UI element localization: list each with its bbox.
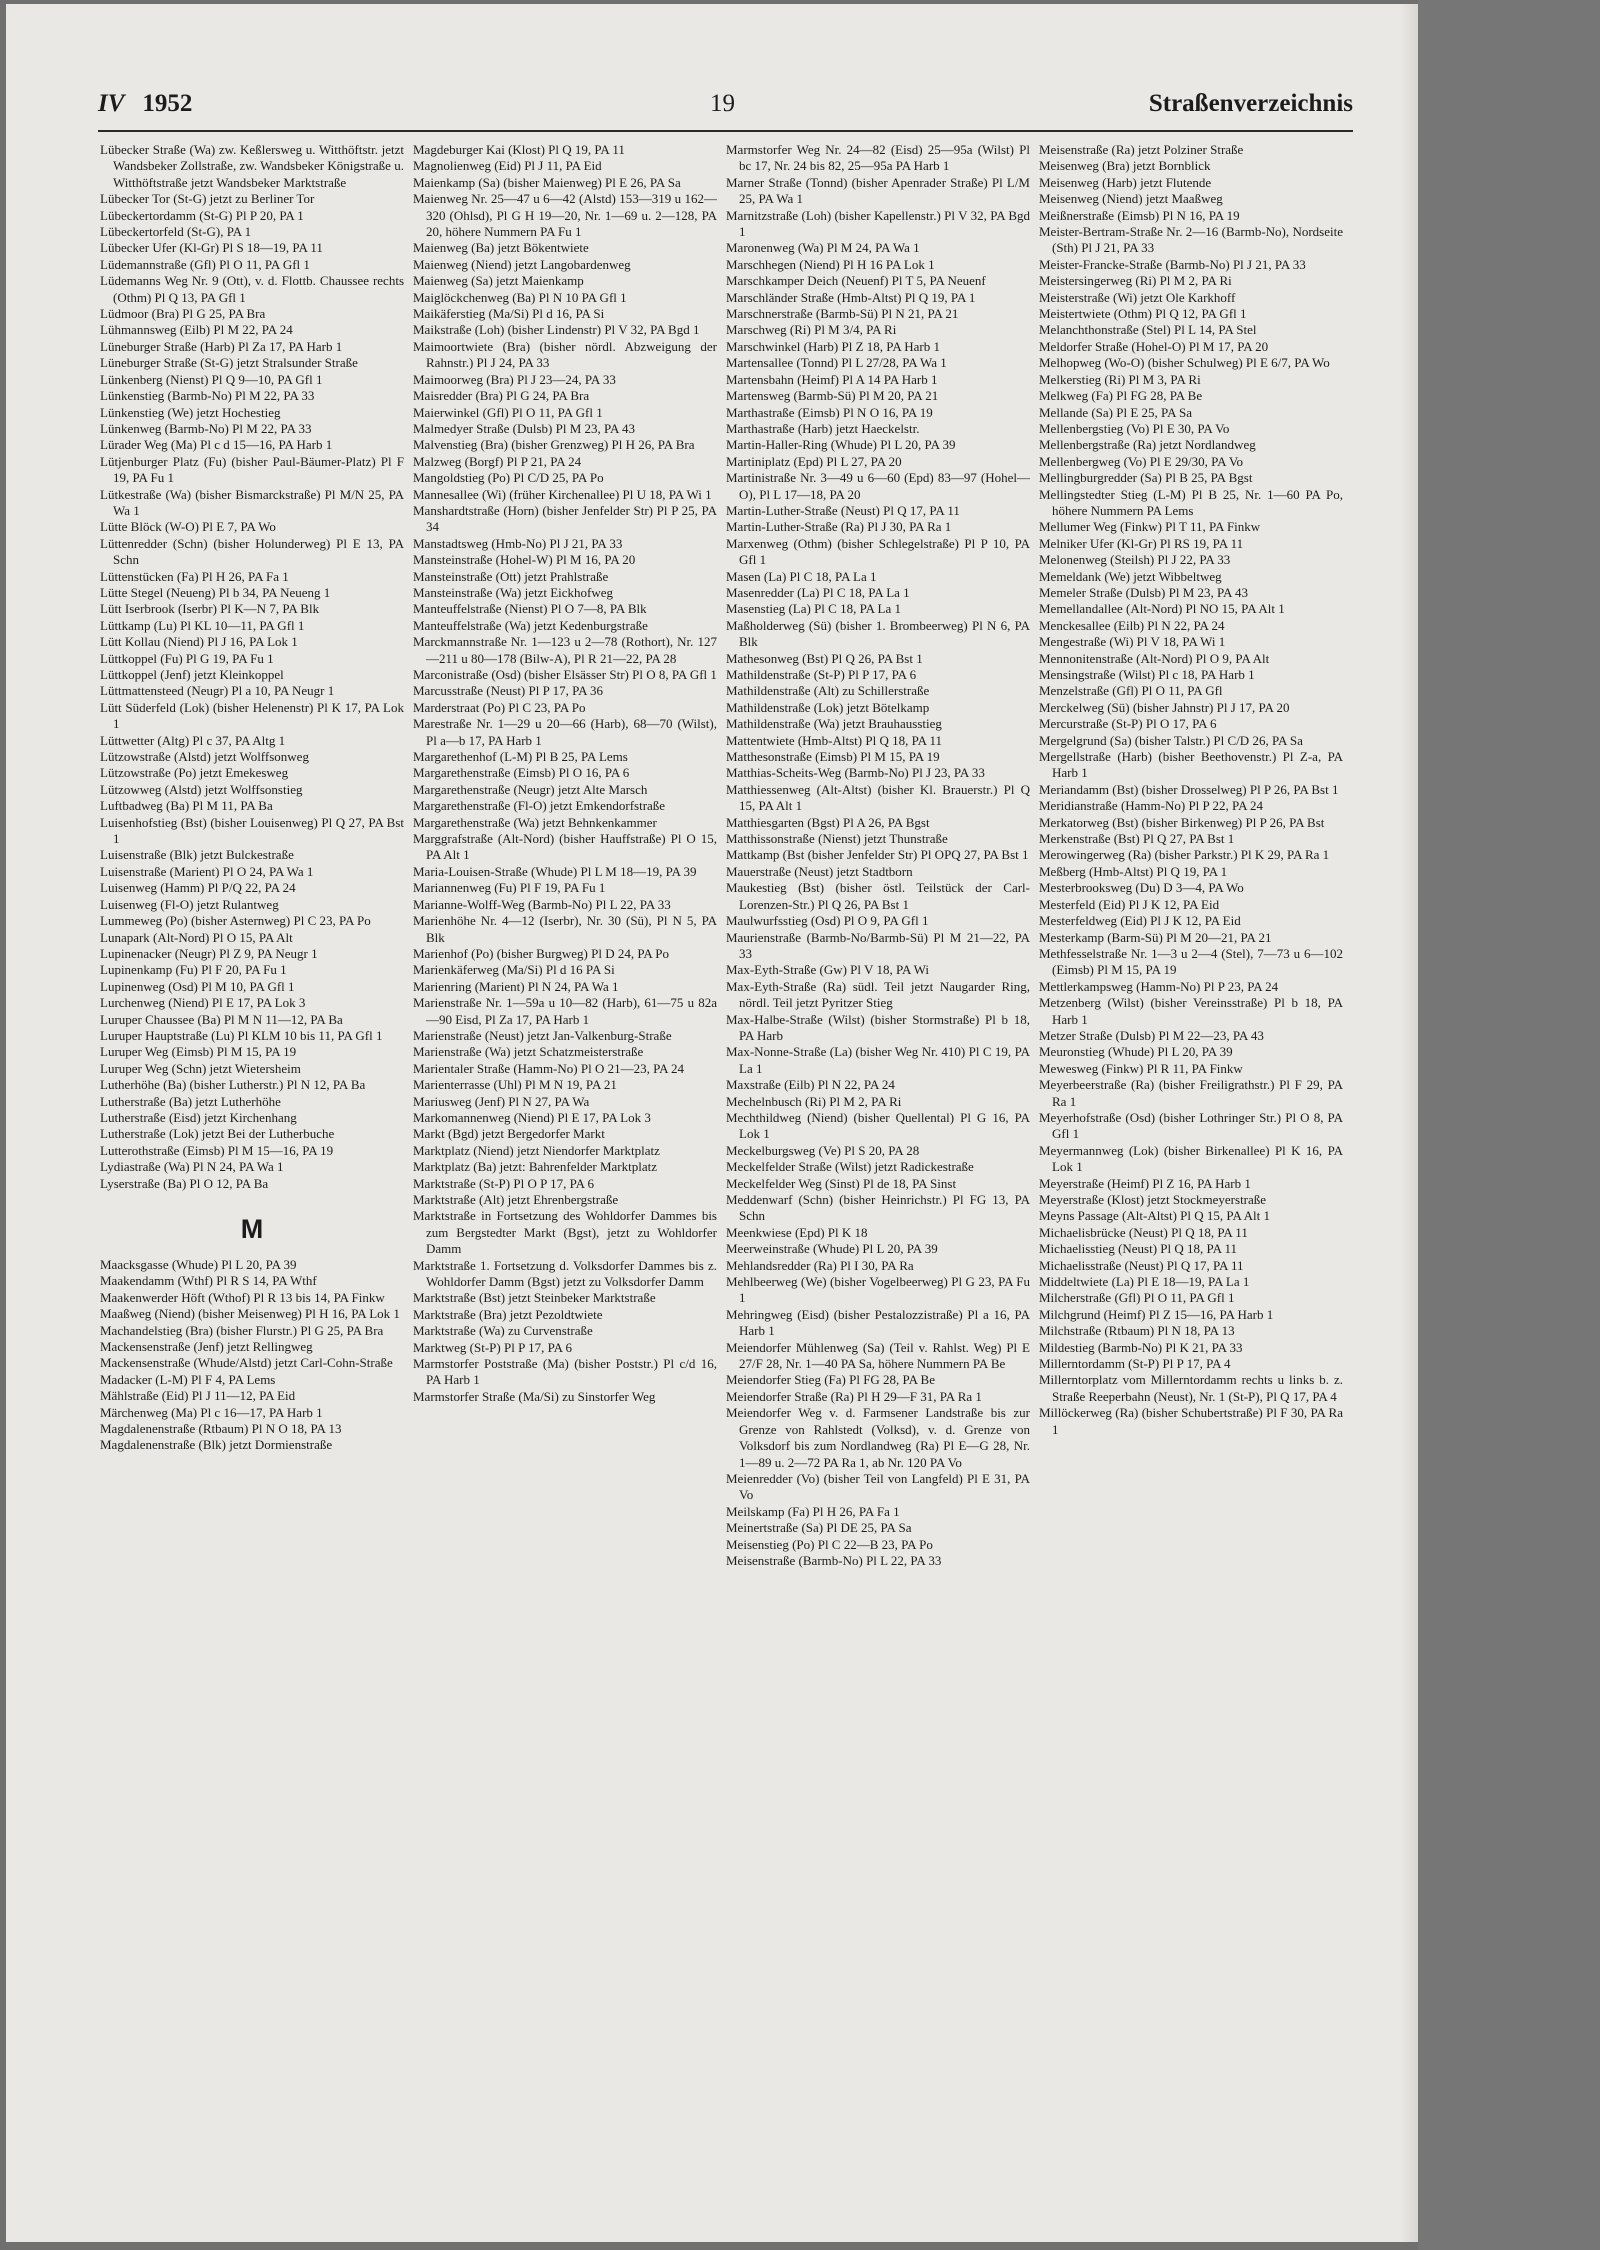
street-entry: Meisenweg (Harb) jetzt Flutende xyxy=(1039,174,1212,190)
street-entry: Maienweg (Ba) jetzt Bökentwiete xyxy=(413,240,589,256)
volume-number: IV xyxy=(98,90,125,117)
street-entry: Maurienstraße (Barmb-No/Barmb-Sü) Pl M 21—22, PA 33 xyxy=(726,929,1030,961)
street-entry: Marktstraße (Bra) jetzt Pezoldtwiete xyxy=(413,1306,603,1322)
column-1-entries xyxy=(100,142,404,1192)
section-title: Straßenverzeichnis xyxy=(1148,90,1353,117)
street-entry: Mesterkamp (Barm-Sü) Pl M 20—21, PA 21 xyxy=(1039,929,1272,945)
street-entry: Marschweg (Ri) Pl M 3/4, PA Ri xyxy=(726,322,897,338)
street-entry: Mansteinstraße (Wa) jetzt Eickhofweg xyxy=(413,584,614,600)
street-entry: Marktstraße (Wa) zu Curvenstraße xyxy=(413,1323,593,1339)
street-entry: Methfesselstraße Nr. 1—3 u 2—4 (Stel), 7—73 u 6—102 (Eimsb) Pl M 15, PA 19 xyxy=(1039,945,1343,978)
street-entry: Marktstraße (Alt) jetzt Ehrenbergstraße xyxy=(413,1192,619,1207)
street-entry: Marienstraße Nr. 1—59a u 10—82 (Harb), 61—75 u 82a—90 Eisd, Pl Za 17, PA Harb 1 xyxy=(413,995,717,1027)
street-entry: Meyerbeerstraße (Ra) (bisher Freiligrathstr.) Pl F 29, PA Ra 1 xyxy=(1039,1077,1343,1109)
street-entry: Magdeburger Kai (Klost) Pl Q 19, PA 11 xyxy=(413,142,625,157)
street-entry: Memeler Straße (Dulsb) Pl M 23, PA 43 xyxy=(1039,584,1248,600)
street-entry: Melonenweg (Steilsh) Pl J 22, PA 33 xyxy=(1039,552,1231,568)
street-entry: Merowingerweg (Ra) (bisher Parkstr.) Pl K 29, PA Ra 1 xyxy=(1039,847,1330,863)
street-entry: Masen (La) Pl C 18, PA La 1 xyxy=(726,568,877,584)
street-entry: Marienstraße (Neust) jetzt Jan-Valkenburg-Straße xyxy=(413,1027,672,1043)
street-entry: Meenkwiese (Epd) Pl K 18 xyxy=(726,1224,868,1240)
street-entry: Marnitzstraße (Loh) (bisher Kapellenstr.) Pl V 32, PA Bgd 1 xyxy=(726,207,1030,240)
street-entry: Lünkenstieg (We) jetzt Hochestieg xyxy=(100,404,281,420)
street-entry: Margarethenstraße (Neugr) jetzt Alte Marsch xyxy=(413,781,648,797)
street-entry: Lützowstraße (Alstd) jetzt Wolffsonweg xyxy=(100,749,309,765)
street-entry: Mesterbrooksweg (Du) D 3—4, PA Wo xyxy=(1039,880,1244,896)
street-entry: Lüttkoppel (Jenf) jetzt Kleinkoppel xyxy=(100,667,284,682)
street-entry: Lübecker Straße (Wa) zw. Keßlersweg u. Witthöftstr. jetzt Wandsbeker Zollstraße, zw. Wandsbeker Königstraße u. Witthöftstraße jetzt Wandsbeker Marktstraße xyxy=(100,142,404,190)
street-entry: Meckelfelder Straße (Wilst) jetzt Radickestraße xyxy=(726,1159,974,1175)
street-entry: Lupinenkamp (Fu) Pl F 20, PA Fu 1 xyxy=(100,962,287,978)
street-entry: Marmstorfer Straße (Ma/Si) zu Sinstorfer Weg xyxy=(413,1388,656,1404)
street-entry: Melniker Ufer (Kl-Gr) Pl RS 19, PA 11 xyxy=(1039,535,1244,551)
street-entry: Mariannenweg (Fu) Pl F 19, PA Fu 1 xyxy=(413,880,606,896)
street-entry: Mellenbergstieg (Vo) Pl E 30, PA Vo xyxy=(1039,420,1230,436)
street-entry: Mehlandsredder (Ra) Pl I 30, PA Ra xyxy=(726,1257,914,1273)
street-entry: Meißnerstraße (Eimsb) Pl N 16, PA 19 xyxy=(1039,207,1240,223)
street-entry: Marschwinkel (Harb) Pl Z 18, PA Harb 1 xyxy=(726,338,940,354)
street-entry: Marktstraße in Fortsetzung des Wohldorfer Dammes bis zum Bergstedter Markt (Bgst), jetzt zu Wohldorfer Damm xyxy=(413,1208,717,1257)
street-entry: Mansteinstraße (Ott) jetzt Prahlstraße xyxy=(413,568,609,584)
street-entry: Lydiastraße (Wa) Pl N 24, PA Wa 1 xyxy=(100,1159,284,1175)
street-entry: Lünkenberg (Nienst) Pl Q 9—10, PA Gfl 1 xyxy=(100,371,323,387)
column-4 xyxy=(1039,142,1343,2232)
street-entry: Lüneburger Straße (St-G) jetzt Stralsunder Straße xyxy=(100,355,358,371)
street-entry: Lüdmoor (Bra) Pl G 25, PA Bra xyxy=(100,306,266,322)
street-entry: Luftbadweg (Ba) Pl M 11, PA Ba xyxy=(100,798,273,814)
street-entry: Mergelgrund (Sa) (bisher Talstr.) Pl C/D 26, PA Sa xyxy=(1039,732,1303,748)
street-entry: Marderstraat (Po) Pl C 23, PA Po xyxy=(413,699,586,715)
street-entry: Martin-Luther-Straße (Neust) Pl Q 17, PA 11 xyxy=(726,502,960,518)
street-entry: Mesterfeld (Eid) Pl J K 12, PA Eid xyxy=(1039,896,1220,912)
street-entry: Marktplatz (Ba) jetzt: Bahrenfelder Marktplatz xyxy=(413,1159,658,1175)
street-entry: Maakenwerder Höft (Wthof) Pl R 13 bis 14, PA Finkw xyxy=(100,1289,385,1305)
street-entry: Martensbahn (Heimf) Pl A 14 PA Harb 1 xyxy=(726,371,938,387)
street-entry: Maacksgasse (Whude) Pl L 20, PA 39 xyxy=(100,1257,297,1272)
street-entry: Maimoorweg (Bra) Pl J 23—24, PA 33 xyxy=(413,371,616,387)
street-entry: Meerweinstraße (Whude) Pl L 20, PA 39 xyxy=(726,1241,938,1257)
street-entry: Maiglöckchenweg (Ba) Pl N 10 PA Gfl 1 xyxy=(413,289,627,305)
street-entry: Lutherstraße (Lok) jetzt Bei der Lutherbuche xyxy=(100,1126,335,1142)
street-entry: Maierwinkel (Gfl) Pl O 11, PA Gfl 1 xyxy=(413,404,603,420)
street-entry: Luisenhofstieg (Bst) (bisher Louisenweg) Pl Q 27, PA Bst 1 xyxy=(100,814,404,847)
street-entry: Meinertstraße (Sa) Pl DE 25, PA Sa xyxy=(726,1520,912,1536)
street-entry: Melanchthonstraße (Stel) Pl L 14, PA Stel xyxy=(1039,322,1257,338)
street-entry: Middeltwiete (La) Pl E 18—19, PA La 1 xyxy=(1039,1274,1250,1290)
street-entry: Lühmannsweg (Eilb) Pl M 22, PA 24 xyxy=(100,322,293,338)
street-entry: Luruper Weg (Eimsb) Pl M 15, PA 19 xyxy=(100,1044,297,1060)
street-entry: Melhopweg (Wo-O) (bisher Schulweg) Pl E 6/7, PA Wo xyxy=(1039,355,1330,371)
street-entry: Mathildenstraße (St-P) Pl P 17, PA 6 xyxy=(726,667,917,682)
street-entry: Lütjenburger Platz (Fu) (bisher Paul-Bäumer-Platz) Pl F 19, PA Fu 1 xyxy=(100,453,404,486)
street-entry: Lupinenweg (Osd) Pl M 10, PA Gfl 1 xyxy=(100,978,295,994)
column-1 xyxy=(100,142,404,2232)
street-entry: Markomannenweg (Niend) Pl E 17, PA Lok 3 xyxy=(413,1109,651,1125)
street-entry: Luisenweg (Hamm) Pl P/Q 22, PA 24 xyxy=(100,880,296,896)
street-entry: Martensallee (Tonnd) Pl L 27/28, PA Wa 1 xyxy=(726,355,947,371)
street-entry: Marktweg (St-P) Pl P 17, PA 6 xyxy=(413,1339,573,1355)
street-entry: Meiendorfer Mühlenweg (Sa) (Teil v. Rahlst. Weg) Pl E 27/F 28, Nr. 1—40 PA Sa, höhere Nummern PA Be xyxy=(726,1339,1030,1372)
street-entry: Lupinenacker (Neugr) Pl Z 9, PA Neugr 1 xyxy=(100,945,318,961)
street-entry: Masenredder (La) Pl C 18, PA La 1 xyxy=(726,584,910,600)
street-entry: Marienring (Marient) Pl N 24, PA Wa 1 xyxy=(413,978,619,994)
street-entry: Millerntordamm (St-P) Pl P 17, PA 4 xyxy=(1039,1356,1231,1372)
street-entry: Lürader Weg (Ma) Pl c d 15—16, PA Harb 1 xyxy=(100,437,333,453)
street-entry: Mathildenstraße (Lok) jetzt Bötelkamp xyxy=(726,699,930,715)
street-entry: Marschhegen (Niend) Pl H 16 PA Lok 1 xyxy=(726,256,935,272)
street-entry: Lüdemannstraße (Gfl) Pl O 11, PA Gfl 1 xyxy=(100,256,310,272)
street-entry: Marckmannstraße Nr. 1—123 u 2—78 (Rothort), Nr. 127—211 u 80—178 (Bilw-A), Pl R 21—22, PA 28 xyxy=(413,634,717,666)
street-entry: Lütte Stegel (Neueng) Pl b 34, PA Neueng 1 xyxy=(100,584,331,600)
street-entry: Mathildenstraße (Alt) zu Schillerstraße xyxy=(726,683,930,699)
street-entry: Luruper Weg (Schn) jetzt Wietersheim xyxy=(100,1060,301,1076)
street-entry: Max-Halbe-Straße (Wilst) (bisher Stormstraße) Pl b 18, PA Harb xyxy=(726,1011,1030,1043)
street-entry: Maimoortwiete (Bra) (bisher nördl. Abzweigung der Rahnstr.) Pl J 24, PA 33 xyxy=(413,338,717,371)
street-entry: Lunapark (Alt-Nord) Pl O 15, PA Alt xyxy=(100,929,293,945)
street-entry: Manteuffelstraße (Wa) jetzt Kedenburgstraße xyxy=(413,617,648,633)
street-entry: Maßholderweg (Sü) (bisher 1. Brombeerweg) Pl N 6, PA Blk xyxy=(726,617,1030,650)
street-entry: Merkenstraße (Bst) Pl Q 27, PA Bst 1 xyxy=(1039,831,1235,847)
street-entry: Lütt Iserbrook (Iserbr) Pl K—N 7, PA Blk xyxy=(100,601,320,617)
street-entry: Max-Eyth-Straße (Gw) Pl V 18, PA Wi xyxy=(726,962,930,978)
street-entry: Lurchenweg (Niend) Pl E 17, PA Lok 3 xyxy=(100,995,306,1011)
street-entry: Lünkenstieg (Barmb-No) Pl M 22, PA 33 xyxy=(100,388,315,404)
street-entry: Mechelnbusch (Ri) Pl M 2, PA Ri xyxy=(726,1093,902,1109)
street-entry: Maakendamm (Wthf) Pl R S 14, PA Wthf xyxy=(100,1273,317,1289)
street-entry: Mellingstedter Stieg (L-M) Pl B 25, Nr. 1—60 PA Po, höhere Nummern PA Lems xyxy=(1039,486,1343,518)
street-entry: Lutterothstraße (Eimsb) Pl M 15—16, PA 19 xyxy=(100,1142,334,1158)
street-entry: Madacker (L-M) Pl F 4, PA Lems xyxy=(100,1371,276,1387)
street-entry: Matthissonstraße (Nienst) jetzt Thunstraße xyxy=(726,831,948,847)
street-entry: Michaelisbrücke (Neust) Pl Q 18, PA 11 xyxy=(1039,1224,1248,1240)
street-entry: Lütkestraße (Wa) (bisher Bismarckstraße) Pl M/N 25, PA Wa 1 xyxy=(100,486,404,518)
street-entry: Milchgrund (Heimf) Pl Z 15—16, PA Harb 1 xyxy=(1039,1306,1274,1322)
street-entry: Marggrafstraße (Alt-Nord) (bisher Hauffstraße) Pl O 15, PA Alt 1 xyxy=(413,831,717,863)
street-entry: Marienhöhe Nr. 4—12 (Iserbr), Nr. 30 (Sü), Pl N 5, PA Blk xyxy=(413,913,717,945)
street-entry: Millerntorplatz vom Millerntordamm rechts u links b. z. Straße Reeperbahn (Neust), Nr. 1 (St-P), Pl Q 17, PA 4 xyxy=(1039,1372,1343,1404)
street-entry: Mangoldstieg (Po) Pl C/D 25, PA Po xyxy=(413,470,604,486)
street-entry: Machandelstieg (Bra) (bisher Flurstr.) Pl G 25, PA Bra xyxy=(100,1322,384,1338)
street-entry: Marktplatz (Niend) jetzt Niendorfer Marktplatz xyxy=(413,1142,660,1158)
street-entry: Lübeckertordamm (St-G) Pl P 20, PA 1 xyxy=(100,207,304,223)
street-entry: Marmstorfer Weg Nr. 24—82 (Eisd) 25—95a (Wilst) Pl bc 17, Nr. 24 bis 82, 25—95a PA Harb 1 xyxy=(726,142,1030,174)
street-entry: Maronenweg (Wa) Pl M 24, PA Wa 1 xyxy=(726,240,920,256)
street-entry: Marschnerstraße (Barmb-Sü) Pl N 21, PA 21 xyxy=(726,306,959,322)
street-entry: Lübecker Tor (St-G) jetzt zu Berliner Tor xyxy=(100,191,315,207)
street-entry: Malzweg (Borgf) Pl P 21, PA 24 xyxy=(413,453,582,469)
street-entry: Mesterfeldweg (Eid) Pl J K 12, PA Eid xyxy=(1039,913,1241,929)
street-entry: Maienweg (Sa) jetzt Maienkamp xyxy=(413,273,584,289)
column-2 xyxy=(413,142,717,2232)
street-entry: Mellumer Weg (Finkw) Pl T 11, PA Finkw xyxy=(1039,519,1261,535)
street-entry: Lützowweg (Alstd) jetzt Wolffsonstieg xyxy=(100,781,303,797)
street-entry: Lütt Süderfeld (Lok) (bisher Helenenstr) Pl K 17, PA Lok 1 xyxy=(100,699,404,732)
street-entry: Meddenwarf (Schn) (bisher Heinrichstr.) Pl FG 13, PA Schn xyxy=(726,1192,1030,1224)
street-entry: Meldorfer Straße (Hohel-O) Pl M 17, PA 20 xyxy=(1039,338,1269,354)
page-number: 19 xyxy=(710,90,735,117)
street-entry: Meisenstraße (Barmb-No) Pl L 22, PA 33 xyxy=(726,1552,942,1568)
street-entry: Luisenstraße (Marient) Pl O 24, PA Wa 1 xyxy=(100,863,314,879)
street-entry: Mählstraße (Eid) Pl J 11—12, PA Eid xyxy=(100,1388,296,1404)
column-1-entries-m xyxy=(100,1257,404,1454)
street-entry: Milcherstraße (Gfl) Pl O 11, PA Gfl 1 xyxy=(1039,1290,1235,1306)
street-entry: Marktstraße 1. Fortsetzung d. Volksdorfer Dammes bis z. Wohldorfer Damm (Bgst) jetzt zu Volksdorfer Damm xyxy=(413,1257,717,1290)
street-entry: Mansteinstraße (Hohel-W) Pl M 16, PA 20 xyxy=(413,552,636,568)
street-entry: Merkatorweg (Bst) (bisher Birkenweg) Pl P 26, PA Bst xyxy=(1039,814,1325,830)
street-entry: Magdalenenstraße (Blk) jetzt Dormienstraße xyxy=(100,1437,333,1453)
street-entry: Mercurstraße (St-P) Pl O 17, PA 6 xyxy=(1039,716,1217,732)
street-entry: Meienredder (Vo) (bisher Teil von Langfeld) Pl E 31, PA Vo xyxy=(726,1470,1030,1503)
street-entry: Maulwurfsstieg (Osd) Pl O 9, PA Gfl 1 xyxy=(726,913,929,929)
street-entry: Menckesallee (Eilb) Pl N 22, PA 24 xyxy=(1039,617,1225,633)
street-entry: Maaßweg (Niend) (bisher Meisenweg) Pl H 16, PA Lok 1 xyxy=(100,1306,400,1322)
street-entry: Memeldank (We) jetzt Wibbeltweg xyxy=(1039,568,1222,584)
street-entry: Mackensenstraße (Whude/Alstd) jetzt Carl-Cohn-Straße xyxy=(100,1355,393,1371)
street-entry: Millöckerweg (Ra) (bisher Schubertstraße) Pl F 30, PA Ra 1 xyxy=(1039,1405,1343,1437)
street-entry: Marienterrasse (Uhl) Pl M N 19, PA 21 xyxy=(413,1077,617,1093)
street-entry: Lutherhöhe (Ba) (bisher Lutherstr.) Pl N 12, PA Ba xyxy=(100,1077,366,1093)
street-entry: Matthesonstraße (Eimsb) Pl M 15, PA 19 xyxy=(726,749,940,765)
scan-margin xyxy=(1418,0,1600,2250)
street-entry: Meuronstieg (Whude) Pl L 20, PA 39 xyxy=(1039,1044,1233,1060)
street-entry: Marthastraße (Harb) jetzt Haeckelstr. xyxy=(726,420,920,436)
street-entry: Meiendorfer Weg v. d. Farmsener Landstraße bis zur Grenze von Rahlstedt (Volksd), v. d. Grenze von Volksdorf bis zum Nordlandweg (Ra) Pl E—G 28, Nr. 1—89 u. 2—72 PA Ra 1, ab Nr. 120 PA Vo xyxy=(726,1405,1030,1470)
street-entry: Meisenstieg (Po) Pl C 22—B 23, PA Po xyxy=(726,1536,933,1552)
street-entry: Mellenbergweg (Vo) Pl E 29/30, PA Vo xyxy=(1039,453,1244,469)
street-entry: Lyserstraße (Ba) Pl O 12, PA Ba xyxy=(100,1175,269,1191)
street-entry: Luruper Chaussee (Ba) Pl M N 11—12, PA Ba xyxy=(100,1011,343,1027)
street-entry: Lüttenstücken (Fa) Pl H 26, PA Fa 1 xyxy=(100,568,289,584)
street-entry: Lünkenweg (Barmb-No) Pl M 22, PA 33 xyxy=(100,420,312,436)
street-entry: Meistertwiete (Othm) Pl Q 12, PA Gfl 1 xyxy=(1039,306,1247,322)
page-header xyxy=(98,86,1353,132)
street-entry: Mathildenstraße (Wa) jetzt Brauhausstieg xyxy=(726,716,942,732)
street-entry: Malvenstieg (Bra) (bisher Grenzweg) Pl H 26, PA Bra xyxy=(413,437,695,453)
street-entry: Margarethenstraße (Fl-O) jetzt Emkendorfstraße xyxy=(413,798,666,814)
street-entry: Meyerstraße (Heimf) Pl Z 16, PA Harb 1 xyxy=(1039,1175,1251,1191)
street-entry: Lütt Kollau (Niend) Pl J 16, PA Lok 1 xyxy=(100,634,298,650)
street-entry: Meiendorfer Straße (Ra) Pl H 29—F 31, PA Ra 1 xyxy=(726,1388,982,1404)
street-entry: Mildestieg (Barmb-No) Pl K 21, PA 33 xyxy=(1039,1339,1243,1355)
street-entry: Lützowstraße (Po) jetzt Emekesweg xyxy=(100,765,289,781)
street-entry: Marktstraße (St-P) Pl O P 17, PA 6 xyxy=(413,1175,595,1191)
street-entry: Mackensenstraße (Jenf) jetzt Rellingweg xyxy=(100,1339,313,1355)
street-entry: Marner Straße (Tonnd) (bisher Apenrader Straße) Pl L/M 25, PA Wa 1 xyxy=(726,174,1030,207)
street-entry: Marschkamper Deich (Neuenf) Pl T 5, PA Neuenf xyxy=(726,273,986,289)
street-entry: Marxenweg (Othm) (bisher Schlegelstraße) Pl P 10, PA Gfl 1 xyxy=(726,535,1030,568)
directory-page xyxy=(6,4,1418,2242)
street-entry: Max-Nonne-Straße (La) (bisher Weg Nr. 410) Pl C 19, PA La 1 xyxy=(726,1044,1030,1076)
street-entry: Mechthildweg (Niend) (bisher Quellental) Pl G 16, PA Lok 1 xyxy=(726,1109,1030,1142)
street-entry: Magdalenenstraße (Rtbaum) Pl N O 18, PA 13 xyxy=(100,1421,342,1437)
street-entry: Meßberg (Hmb-Altst) Pl Q 19, PA 1 xyxy=(1039,863,1228,879)
street-entry: Meisenstraße (Ra) jetzt Polziner Straße xyxy=(1039,142,1244,157)
street-entry: Marcusstraße (Neust) Pl P 17, PA 36 xyxy=(413,683,604,699)
street-entry: Marienhof (Po) (bisher Burgweg) Pl D 24, PA Po xyxy=(413,945,670,961)
street-entry: Meyerstraße (Klost) jetzt Stockmeyerstraße xyxy=(1039,1192,1267,1207)
street-entry: Mettlerkampsweg (Hamm-No) Pl P 23, PA 24 xyxy=(1039,978,1279,994)
street-entry: Maukestieg (Bst) (bisher östl. Teilstück der Carl-Lorenzen-Str.) Pl Q 26, PA Bst 1 xyxy=(726,880,1030,912)
street-entry: Mensingstraße (Wilst) Pl c 18, PA Harb 1 xyxy=(1039,667,1255,682)
street-entry: Luruper Hauptstraße (Lu) Pl KLM 10 bis 11, PA Gfl 1 xyxy=(100,1027,383,1043)
street-entry: Melkweg (Fa) Pl FG 28, PA Be xyxy=(1039,388,1203,404)
street-entry: Meisterstraße (Wi) jetzt Ole Karkhoff xyxy=(1039,289,1236,305)
street-entry: Markt (Bgd) jetzt Bergedorfer Markt xyxy=(413,1126,605,1142)
street-entry: Mauerstraße (Neust) jetzt Stadtborn xyxy=(726,863,913,879)
street-entry: Mehlbeerweg (We) (bisher Vogelbeerweg) Pl G 23, PA Fu 1 xyxy=(726,1274,1030,1306)
street-entry: Melkerstieg (Ri) Pl M 3, PA Ri xyxy=(1039,371,1201,387)
header-volume-year xyxy=(98,90,192,118)
street-entry: Margarethenhof (L-M) Pl B 25, PA Lems xyxy=(413,749,628,765)
street-entry: Luisenstraße (Blk) jetzt Bulckestraße xyxy=(100,847,294,863)
street-entry: Masenstieg (La) Pl C 18, PA La 1 xyxy=(726,601,902,617)
street-entry: Lummeweg (Po) (bisher Asternweg) Pl C 23, PA Po xyxy=(100,913,371,929)
street-entry: Meckelfelder Weg (Sinst) Pl de 18, PA Sinst xyxy=(726,1175,957,1191)
street-entry: Mathesonweg (Bst) Pl Q 26, PA Bst 1 xyxy=(726,650,923,666)
street-entry: Martin-Luther-Straße (Ra) Pl J 30, PA Ra 1 xyxy=(726,519,952,535)
street-entry: Maxstraße (Eilb) Pl N 22, PA 24 xyxy=(726,1077,895,1093)
street-entry: Merckelweg (Sü) (bisher Jahnstr) Pl J 17, PA 20 xyxy=(1039,699,1290,715)
column-3 xyxy=(726,142,1030,2232)
street-entry: Lüttwetter (Altg) Pl c 37, PA Altg 1 xyxy=(100,732,286,748)
street-entry: Marienkäferweg (Ma/Si) Pl d 16 PA Si xyxy=(413,962,615,978)
street-entry: Maienkamp (Sa) (bisher Maienweg) Pl E 26, PA Sa xyxy=(413,174,681,190)
street-entry: Meister-Bertram-Straße Nr. 2—16 (Barmb-No), Nordseite (Sth) Pl J 21, PA 33 xyxy=(1039,224,1343,256)
street-entry: Menzelstraße (Gfl) Pl O 11, PA Gfl xyxy=(1039,683,1223,699)
street-entry: Manteuffelstraße (Nienst) Pl O 7—8, PA Blk xyxy=(413,601,647,617)
street-entry: Meisenweg (Bra) jetzt Bornblick xyxy=(1039,158,1211,174)
street-entry: Meister-Francke-Straße (Barmb-No) Pl J 21, PA 33 xyxy=(1039,256,1306,272)
street-entry: Marthastraße (Eimsb) Pl N O 16, PA 19 xyxy=(726,404,933,420)
street-entry: Mergellstraße (Harb) (bisher Beethovenstr.) Pl Z-a, PA Harb 1 xyxy=(1039,749,1343,781)
street-entry: Mennonitenstraße (Alt-Nord) Pl O 9, PA Alt xyxy=(1039,650,1270,666)
street-entry: Max-Eyth-Straße (Ra) südl. Teil jetzt Naugarder Ring, nördl. Teil jetzt Pyritzer Stieg xyxy=(726,978,1030,1011)
street-entry: Martensweg (Barmb-Sü) Pl M 20, PA 21 xyxy=(726,388,939,404)
street-entry: Lutherstraße (Eisd) jetzt Kirchenhang xyxy=(100,1109,297,1125)
street-entry: Matthias-Scheits-Weg (Barmb-No) Pl J 23, PA 33 xyxy=(726,765,985,781)
street-entry: Margarethenstraße (Wa) jetzt Behnkenkammer xyxy=(413,814,657,830)
street-entry: Lüttmattensteed (Neugr) Pl a 10, PA Neugr 1 xyxy=(100,683,335,699)
street-entry: Maisredder (Bra) Pl G 24, PA Bra xyxy=(413,388,590,404)
street-entry: Metzenberg (Wilst) (bisher Vereinsstraße) Pl b 18, PA Harb 1 xyxy=(1039,995,1343,1027)
street-entry: Mellingburgredder (Sa) Pl B 25, PA Bgst xyxy=(1039,470,1253,486)
street-entry: Mannesallee (Wi) (früher Kirchenallee) Pl U 18, PA Wi 1 xyxy=(413,486,712,502)
street-entry: Marconistraße (Osd) (bisher Elsässer Str) Pl O 8, PA Gfl 1 xyxy=(413,667,717,682)
street-entry: Matthiessenweg (Alt-Altst) (bisher Kl. Brauerstr.) Pl Q 15, PA Alt 1 xyxy=(726,781,1030,814)
street-entry: Matthiesgarten (Bgst) Pl A 26, PA Bgst xyxy=(726,814,930,830)
street-entry: Maienweg (Niend) jetzt Langobardenweg xyxy=(413,256,631,272)
street-entry: Marmstorfer Poststraße (Ma) (bisher Poststr.) Pl c/d 16, PA Harb 1 xyxy=(413,1356,717,1388)
street-entry: Meyerhofstraße (Osd) (bisher Lothringer Str.) Pl O 8, PA Gfl 1 xyxy=(1039,1109,1343,1142)
street-entry: Meilskamp (Fa) Pl H 26, PA Fa 1 xyxy=(726,1503,900,1519)
street-entry: Mellenbergstraße (Ra) jetzt Nordlandweg xyxy=(1039,437,1256,453)
street-entry: Lüttkoppel (Fu) Pl G 19, PA Fu 1 xyxy=(100,650,274,666)
street-entry: Maikäferstieg (Ma/Si) Pl d 16, PA Si xyxy=(413,306,605,322)
street-entry: Lüdemanns Weg Nr. 9 (Ott), v. d. Flottb. Chaussee rechts (Othm) Pl Q 13, PA Gfl 1 xyxy=(100,273,404,305)
street-entry: Maienweg Nr. 25—47 u 6—42 (Alstd) 153—319 u 162—320 (Ohlsd), Pl G H 19—20, Nr. 1—69 u. 2—128, PA 20, höhere Nummern PA Fu 1 xyxy=(413,191,717,240)
street-entry: Meistersingerweg (Ri) Pl M 2, PA Ri xyxy=(1039,273,1232,289)
street-entry: Meyns Passage (Alt-Altst) Pl Q 15, PA Alt 1 xyxy=(1039,1208,1271,1224)
year: 1952 xyxy=(142,90,193,117)
street-entry: Luisenweg (Fl-O) jetzt Rulantweg xyxy=(100,896,279,912)
street-entry: Meiendorfer Stieg (Fa) Pl FG 28, PA Be xyxy=(726,1372,935,1388)
street-entry: Martinistraße Nr. 3—49 u 6—60 (Epd) 83—97 (Hohel—O), Pl L 17—18, PA 20 xyxy=(726,470,1030,502)
street-entry: Maria-Louisen-Straße (Whude) Pl L M 18—19, PA 39 xyxy=(413,863,697,879)
street-entry: Metzer Straße (Dulsb) Pl M 22—23, PA 43 xyxy=(1039,1027,1264,1043)
street-entry: Margarethenstraße (Eimsb) Pl O 16, PA 6 xyxy=(413,765,630,781)
street-entry: Magnolienweg (Eid) Pl J 11, PA Eid xyxy=(413,158,602,174)
street-entry: Marianne-Wolff-Weg (Barmb-No) Pl L 22, PA 33 xyxy=(413,896,671,912)
street-entry: Manshardtstraße (Horn) (bisher Jenfelder Str) Pl P 25, PA 34 xyxy=(413,502,717,535)
street-entry: Marientaler Straße (Hamm-No) Pl O 21—23, PA 24 xyxy=(413,1060,685,1076)
street-entry: Mewesweg (Finkw) Pl R 11, PA Finkw xyxy=(1039,1060,1243,1076)
street-entry: Memellandallee (Alt-Nord) Pl NO 15, PA Alt 1 xyxy=(1039,601,1285,617)
street-entry: Marschländer Straße (Hmb-Altst) Pl Q 19, PA 1 xyxy=(726,289,976,305)
street-entry: Meckelburgsweg (Ve) Pl S 20, PA 28 xyxy=(726,1142,920,1158)
street-entry: Mariusweg (Jenf) Pl N 27, PA Wa xyxy=(413,1093,590,1109)
street-entry: Maikstraße (Loh) (bisher Lindenstr) Pl V 32, PA Bgd 1 xyxy=(413,322,700,338)
street-entry: Lüneburger Straße (Harb) Pl Za 17, PA Harb 1 xyxy=(100,338,343,354)
street-entry: Marestraße Nr. 1—29 u 20—66 (Harb), 68—70 (Wilst), Pl a—b 17, PA Harb 1 xyxy=(413,716,717,748)
street-entry: Lutherstraße (Ba) jetzt Lutherhöhe xyxy=(100,1093,281,1109)
street-entry: Lüttenredder (Schn) (bisher Holunderweg) Pl E 13, PA Schn xyxy=(100,535,404,568)
street-entry: Marktstraße (Bst) jetzt Steinbeker Marktstraße xyxy=(413,1290,656,1306)
street-entry: Meriandamm (Bst) (bisher Drosselweg) Pl P 26, PA Bst 1 xyxy=(1039,781,1339,797)
street-entry: Milchstraße (Rtbaum) Pl N 18, PA 13 xyxy=(1039,1323,1235,1339)
street-entry: Lübeckertorfeld (St-G), PA 1 xyxy=(100,224,252,240)
street-entry: Martin-Haller-Ring (Whude) Pl L 20, PA 39 xyxy=(726,437,956,453)
street-entry: Malmedyer Straße (Dulsb) Pl M 23, PA 43 xyxy=(413,420,635,436)
street-entry: Lütte Blöck (W-O) Pl E 7, PA Wo xyxy=(100,519,276,535)
section-letter-heading: M xyxy=(240,1214,264,1244)
street-entry: Mellande (Sa) Pl E 25, PA Sa xyxy=(1039,404,1192,420)
street-entry: Mattkamp (Bst (bisher Jenfelder Str) Pl OPQ 27, PA Bst 1 xyxy=(726,847,1029,863)
street-entry: Meridianstraße (Hamm-No) Pl P 22, PA 24 xyxy=(1039,798,1263,814)
street-entry: Meisenweg (Niend) jetzt Maaßweg xyxy=(1039,191,1223,207)
street-entry: Martiniplatz (Epd) Pl L 27, PA 20 xyxy=(726,453,902,469)
street-entry: Lübecker Ufer (Kl-Gr) Pl S 18—19, PA 11 xyxy=(100,240,323,256)
street-entry: Marienstraße (Wa) jetzt Schatzmeisterstraße xyxy=(413,1044,644,1060)
street-entry: Märchenweg (Ma) Pl c 16—17, PA Harb 1 xyxy=(100,1404,323,1420)
street-entry: Michaelisstraße (Neust) Pl Q 17, PA 11 xyxy=(1039,1257,1244,1273)
street-directory-columns xyxy=(100,142,1355,2232)
street-entry: Mehringweg (Eisd) (bisher Pestalozzistraße) Pl a 16, PA Harb 1 xyxy=(726,1306,1030,1339)
street-entry: Mattentwiete (Hmb-Altst) Pl Q 18, PA 11 xyxy=(726,732,943,748)
street-entry: Meyermannweg (Lok) (bisher Birkenallee) Pl K 16, PA Lok 1 xyxy=(1039,1142,1343,1175)
street-entry: Mengestraße (Wi) Pl V 18, PA Wi 1 xyxy=(1039,634,1226,650)
street-entry: Michaelisstieg (Neust) Pl Q 18, PA 11 xyxy=(1039,1241,1238,1257)
street-entry: Manstadtsweg (Hmb-No) Pl J 21, PA 33 xyxy=(413,535,623,551)
street-entry: Lüttkamp (Lu) Pl KL 10—11, PA Gfl 1 xyxy=(100,617,305,633)
